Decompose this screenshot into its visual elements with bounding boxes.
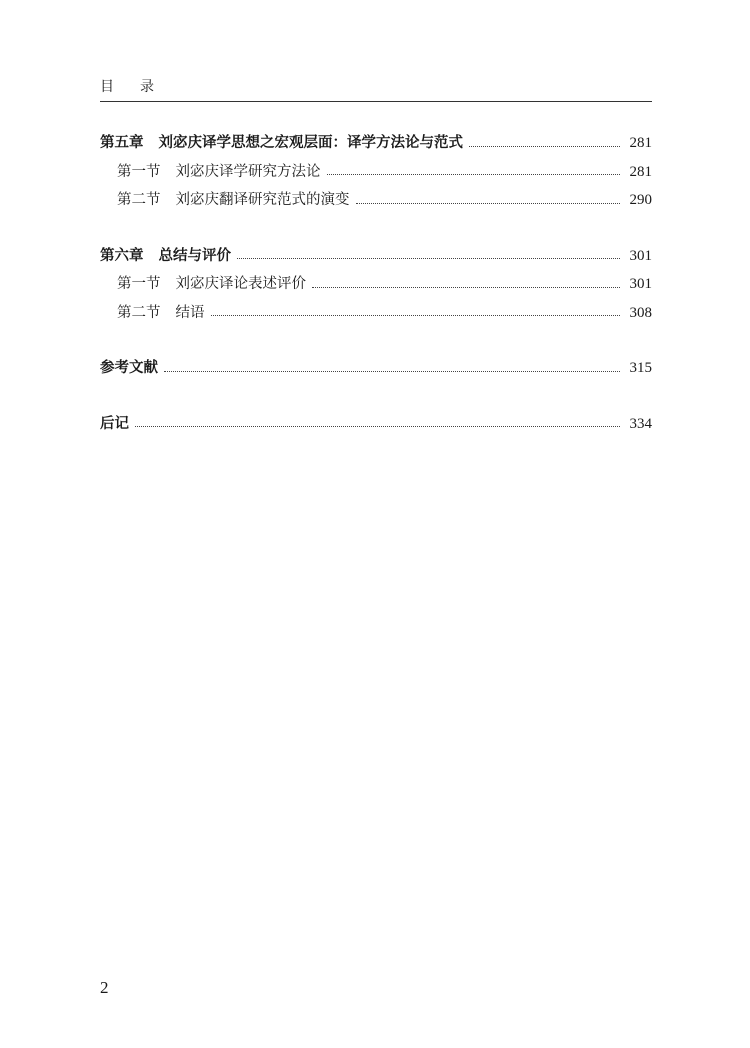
table-of-contents	[100, 129, 652, 438]
toc-entry-title: 结语	[175, 304, 205, 321]
toc-entry-title: 刘宓庆翻译研究范式的演变	[175, 192, 350, 208]
toc-entry-page: 334	[629, 415, 652, 432]
toc-entry-number: 第二节	[117, 304, 161, 321]
dot-leader	[164, 371, 620, 372]
toc-spacer	[100, 327, 652, 354]
toc-entry-number: 第六章	[100, 247, 144, 264]
toc-entry-chapter-6[interactable]	[100, 242, 652, 271]
toc-entry-number: 第五章	[100, 135, 144, 151]
toc-entry-title: 后记	[100, 415, 129, 432]
header-rule	[100, 101, 652, 102]
toc-entry-section-6-2[interactable]	[100, 299, 652, 328]
dot-leader	[312, 287, 620, 288]
dot-leader	[237, 258, 620, 259]
running-head-left: 目	[100, 79, 114, 95]
running-head	[100, 76, 154, 96]
toc-entry-page: 290	[629, 192, 652, 208]
toc-entry-page: 308	[629, 304, 652, 321]
toc-entry-number: 第一节	[117, 163, 161, 180]
toc-entry-number: 第一节	[117, 276, 161, 292]
toc-entry-section-5-1[interactable]	[100, 158, 652, 187]
page-number: 2	[100, 978, 109, 997]
toc-spacer	[100, 215, 652, 242]
toc-entry-section-6-1[interactable]	[100, 270, 652, 299]
running-head-right: 录	[140, 79, 154, 95]
toc-entry-title: 刘宓庆译学思想之宏观层面：译学方法论与范式	[158, 135, 463, 151]
toc-entry-page: 281	[629, 135, 652, 151]
toc-entry-title: 刘宓庆译学研究方法论	[175, 163, 321, 180]
toc-entry-page: 301	[629, 276, 652, 292]
toc-entry-chapter-5[interactable]	[100, 129, 652, 158]
toc-entry-page: 281	[629, 163, 652, 180]
toc-entry-title: 刘宓庆译论表述评价	[175, 276, 306, 292]
toc-entry-title: 总结与评价	[158, 247, 231, 264]
dot-leader	[327, 174, 621, 175]
toc-entry-page: 301	[629, 247, 652, 264]
dot-leader	[135, 426, 620, 427]
toc-entry-number: 第二节	[117, 192, 161, 208]
toc-entry-section-5-2[interactable]	[100, 186, 652, 215]
toc-entry-page: 315	[629, 360, 652, 376]
toc-entry-afterword[interactable]	[100, 410, 652, 439]
toc-spacer	[100, 383, 652, 410]
toc-entry-title: 参考文献	[100, 360, 158, 376]
dot-leader	[356, 203, 621, 204]
toc-entry-references[interactable]	[100, 354, 652, 383]
dot-leader	[211, 315, 621, 316]
dot-leader	[469, 146, 620, 147]
